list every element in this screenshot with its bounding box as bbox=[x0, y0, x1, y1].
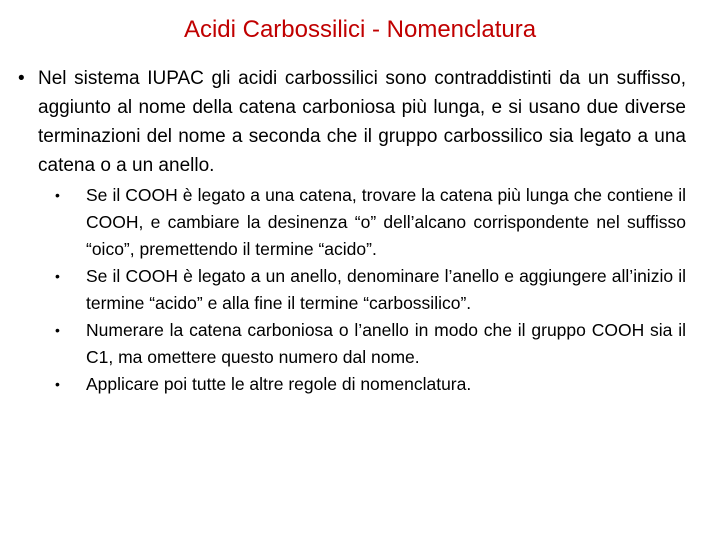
sub-bullet-text: Se il COOH è legato a una catena, trovare la catena più lunga che contiene il COOH, e cambiare la desinenza “o” dell’alcano corrispondente nel suffisso “oico”, premettendo il termine “acido”. bbox=[86, 185, 686, 259]
sub-bullet-text: Applicare poi tutte le altre regole di nomenclatura. bbox=[86, 374, 472, 394]
main-bullet-item bbox=[18, 64, 686, 180]
sub-bullet-text: Numerare la catena carboniosa o l’anello in modo che il gruppo COOH sia il C1, ma omettere questo numero dal nome. bbox=[86, 320, 686, 367]
bullet-marker: • bbox=[55, 376, 60, 392]
sub-bullet-text: Se il COOH è legato a un anello, denominare l’anello e aggiungere all’inizio il termine “acido” e alla fine il termine “carbossilico”. bbox=[86, 266, 686, 313]
slide-content bbox=[18, 64, 686, 398]
bullet-marker: • bbox=[55, 268, 60, 284]
sub-bullet-item bbox=[55, 263, 686, 317]
bullet-marker: • bbox=[55, 187, 60, 203]
sub-bullet-item bbox=[55, 182, 686, 263]
main-bullet-text: Nel sistema IUPAC gli acidi carbossilici sono contraddistinti da un suffisso, aggiunto al nome della catena carboniosa più lunga, e si usano due diverse terminazioni del nome a seconda che il gruppo carbossilico sia legato a una catena o a un anello. bbox=[38, 68, 686, 176]
sub-bullet-item bbox=[55, 317, 686, 371]
bullet-marker: • bbox=[55, 322, 60, 338]
sub-bullet-list bbox=[18, 182, 686, 398]
bullet-marker: • bbox=[18, 68, 25, 89]
sub-bullet-item bbox=[55, 371, 686, 398]
slide-title: Acidi Carbossilici - Nomenclatura bbox=[183, 16, 537, 43]
